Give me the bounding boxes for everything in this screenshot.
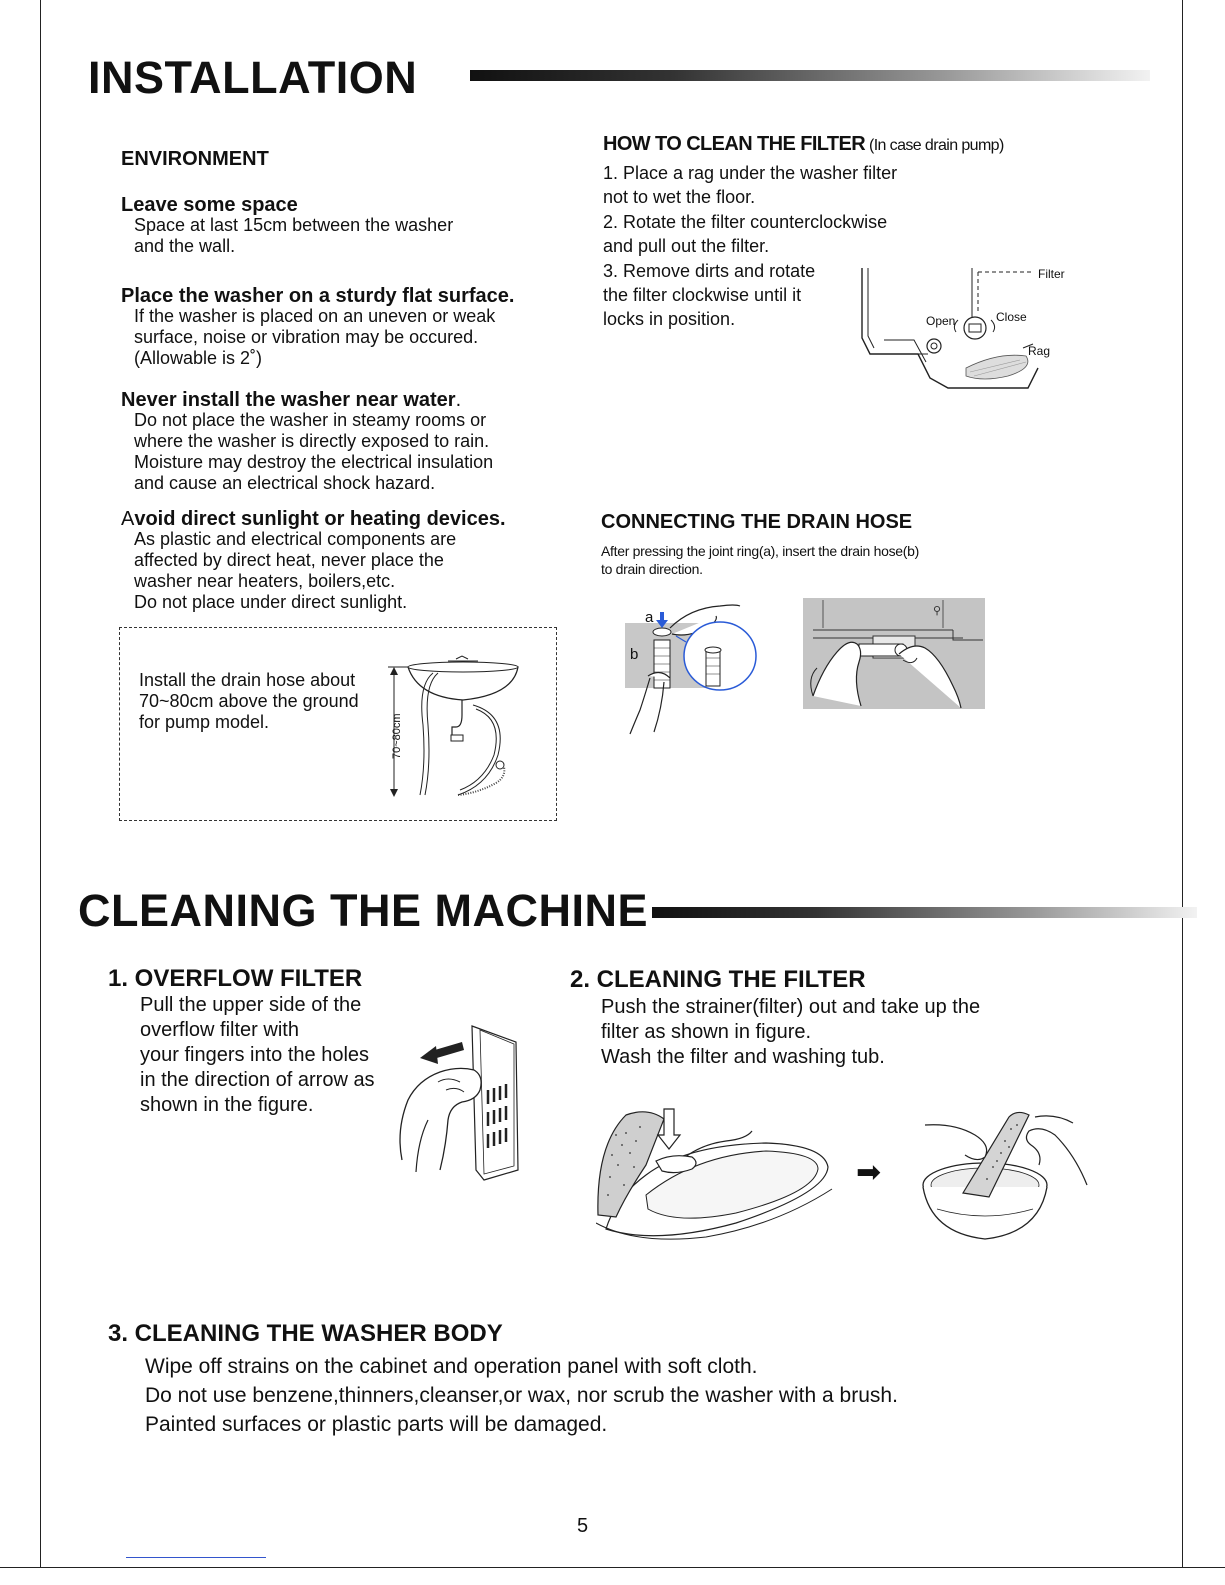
cleaning-title-bar	[652, 907, 1197, 918]
sunlight-heading	[121, 508, 506, 530]
rag-label: Rag	[1028, 344, 1051, 358]
washer-body-text: Wipe off strains on the cabinet and operation panel with soft cloth. Do not use benzene,thinners,cleanser,or wax, nor scrub the washer with a brush. Painted surfaces or plastic parts will be damaged.	[145, 1355, 898, 1436]
leave-space-heading: Leave some space	[121, 194, 298, 216]
overflow-filter-illustration	[388, 1020, 528, 1190]
clean-filter-heading	[603, 133, 1004, 156]
wash-filter-illustration	[905, 1105, 1095, 1245]
drain-height-label: 70~80cm	[391, 713, 403, 759]
drain-hose-text: After pressing the joint ring(a), insert the drain hose(b) to drain direction.	[601, 543, 919, 577]
page-border-right	[1182, 0, 1183, 1568]
drain-height-note: Install the drain hose about 70~80cm above the ground for pump model.	[139, 670, 359, 732]
near-water-heading-period: .	[455, 389, 462, 411]
drain-hose-heading: CONNECTING THE DRAIN HOSE	[601, 511, 913, 533]
drain-hose-insert-illustration	[803, 598, 985, 709]
clean-filter-step-3: 3. Remove dirts and rotate the filter clockwise until it locks in position.	[603, 261, 816, 329]
near-water-heading-bold: Never install the washer near water	[121, 389, 456, 411]
footer-link-line	[126, 1557, 266, 1558]
next-step-arrow: ➡	[856, 1156, 882, 1189]
page-border-bottom	[0, 1567, 1225, 1568]
sunlight-text: As plastic and electrical components are affected by direct heat, never place the washer near heaters, boilers,etc. Do not place under direct sunlight.	[134, 529, 457, 612]
overflow-filter-heading: 1. OVERFLOW FILTER	[108, 965, 363, 992]
flat-surface-heading: Place the washer on a sturdy flat surface.	[121, 285, 515, 307]
drain-hose-joint-illustration	[620, 598, 760, 738]
sink-drain-illustration	[378, 655, 528, 805]
page-number: 5	[577, 1515, 589, 1537]
open-label: Open	[926, 314, 956, 328]
drain-hose-label: b	[630, 646, 639, 663]
strainer-removal-illustration	[596, 1105, 841, 1245]
installation-title: INSTALLATION	[88, 52, 418, 103]
sunlight-heading-bold: void direct sunlight or heating devices.	[134, 508, 506, 530]
washer-body-heading: 3. CLEANING THE WASHER BODY	[108, 1320, 503, 1347]
clean-filter-heading-bold: HOW TO CLEAN THE FILTER	[603, 133, 866, 155]
overflow-filter-text: Pull the upper side of the overflow filter with your fingers into the holes in the direction of arrow as shown in the figure.	[140, 994, 375, 1116]
near-water-heading	[121, 389, 461, 411]
flat-surface-text: If the washer is placed on an uneven or weak surface, noise or vibration may be occured. (Allowable is 2˚)	[134, 306, 496, 368]
cleaning-filter-text: Push the strainer(filter) out and take up the filter as shown in figure. Wash the filter and washing tub.	[601, 996, 981, 1068]
cleaning-filter-heading: 2. CLEANING THE FILTER	[570, 966, 866, 993]
clean-filter-step-2: 2. Rotate the filter counterclockwise and pull out the filter.	[603, 212, 888, 256]
clean-filter-step-1: 1. Place a rag under the washer filter not to wet the floor.	[603, 163, 898, 207]
clean-filter-heading-note: (In case drain pump)	[868, 137, 1004, 154]
page-border-left	[40, 0, 41, 1568]
joint-ring-label: a	[645, 609, 654, 626]
cleaning-title: CLEANING THE MACHINE	[78, 885, 648, 936]
leave-space-text: Space at last 15cm between the washer and the wall.	[134, 215, 454, 256]
svg-text:⚲: ⚲	[933, 605, 942, 617]
environment-heading: ENVIRONMENT	[121, 148, 269, 170]
installation-title-bar	[470, 70, 1150, 81]
filter-location-illustration	[858, 258, 1073, 398]
sunlight-heading-initial: A	[121, 508, 135, 530]
close-label: Close	[996, 310, 1027, 324]
filter-label: Filter	[1038, 267, 1065, 281]
near-water-text: Do not place the washer in steamy rooms or where the washer is directly exposed to rain. Moisture may destroy the electrical insulation and cause an electrical shock hazard.	[134, 410, 494, 493]
